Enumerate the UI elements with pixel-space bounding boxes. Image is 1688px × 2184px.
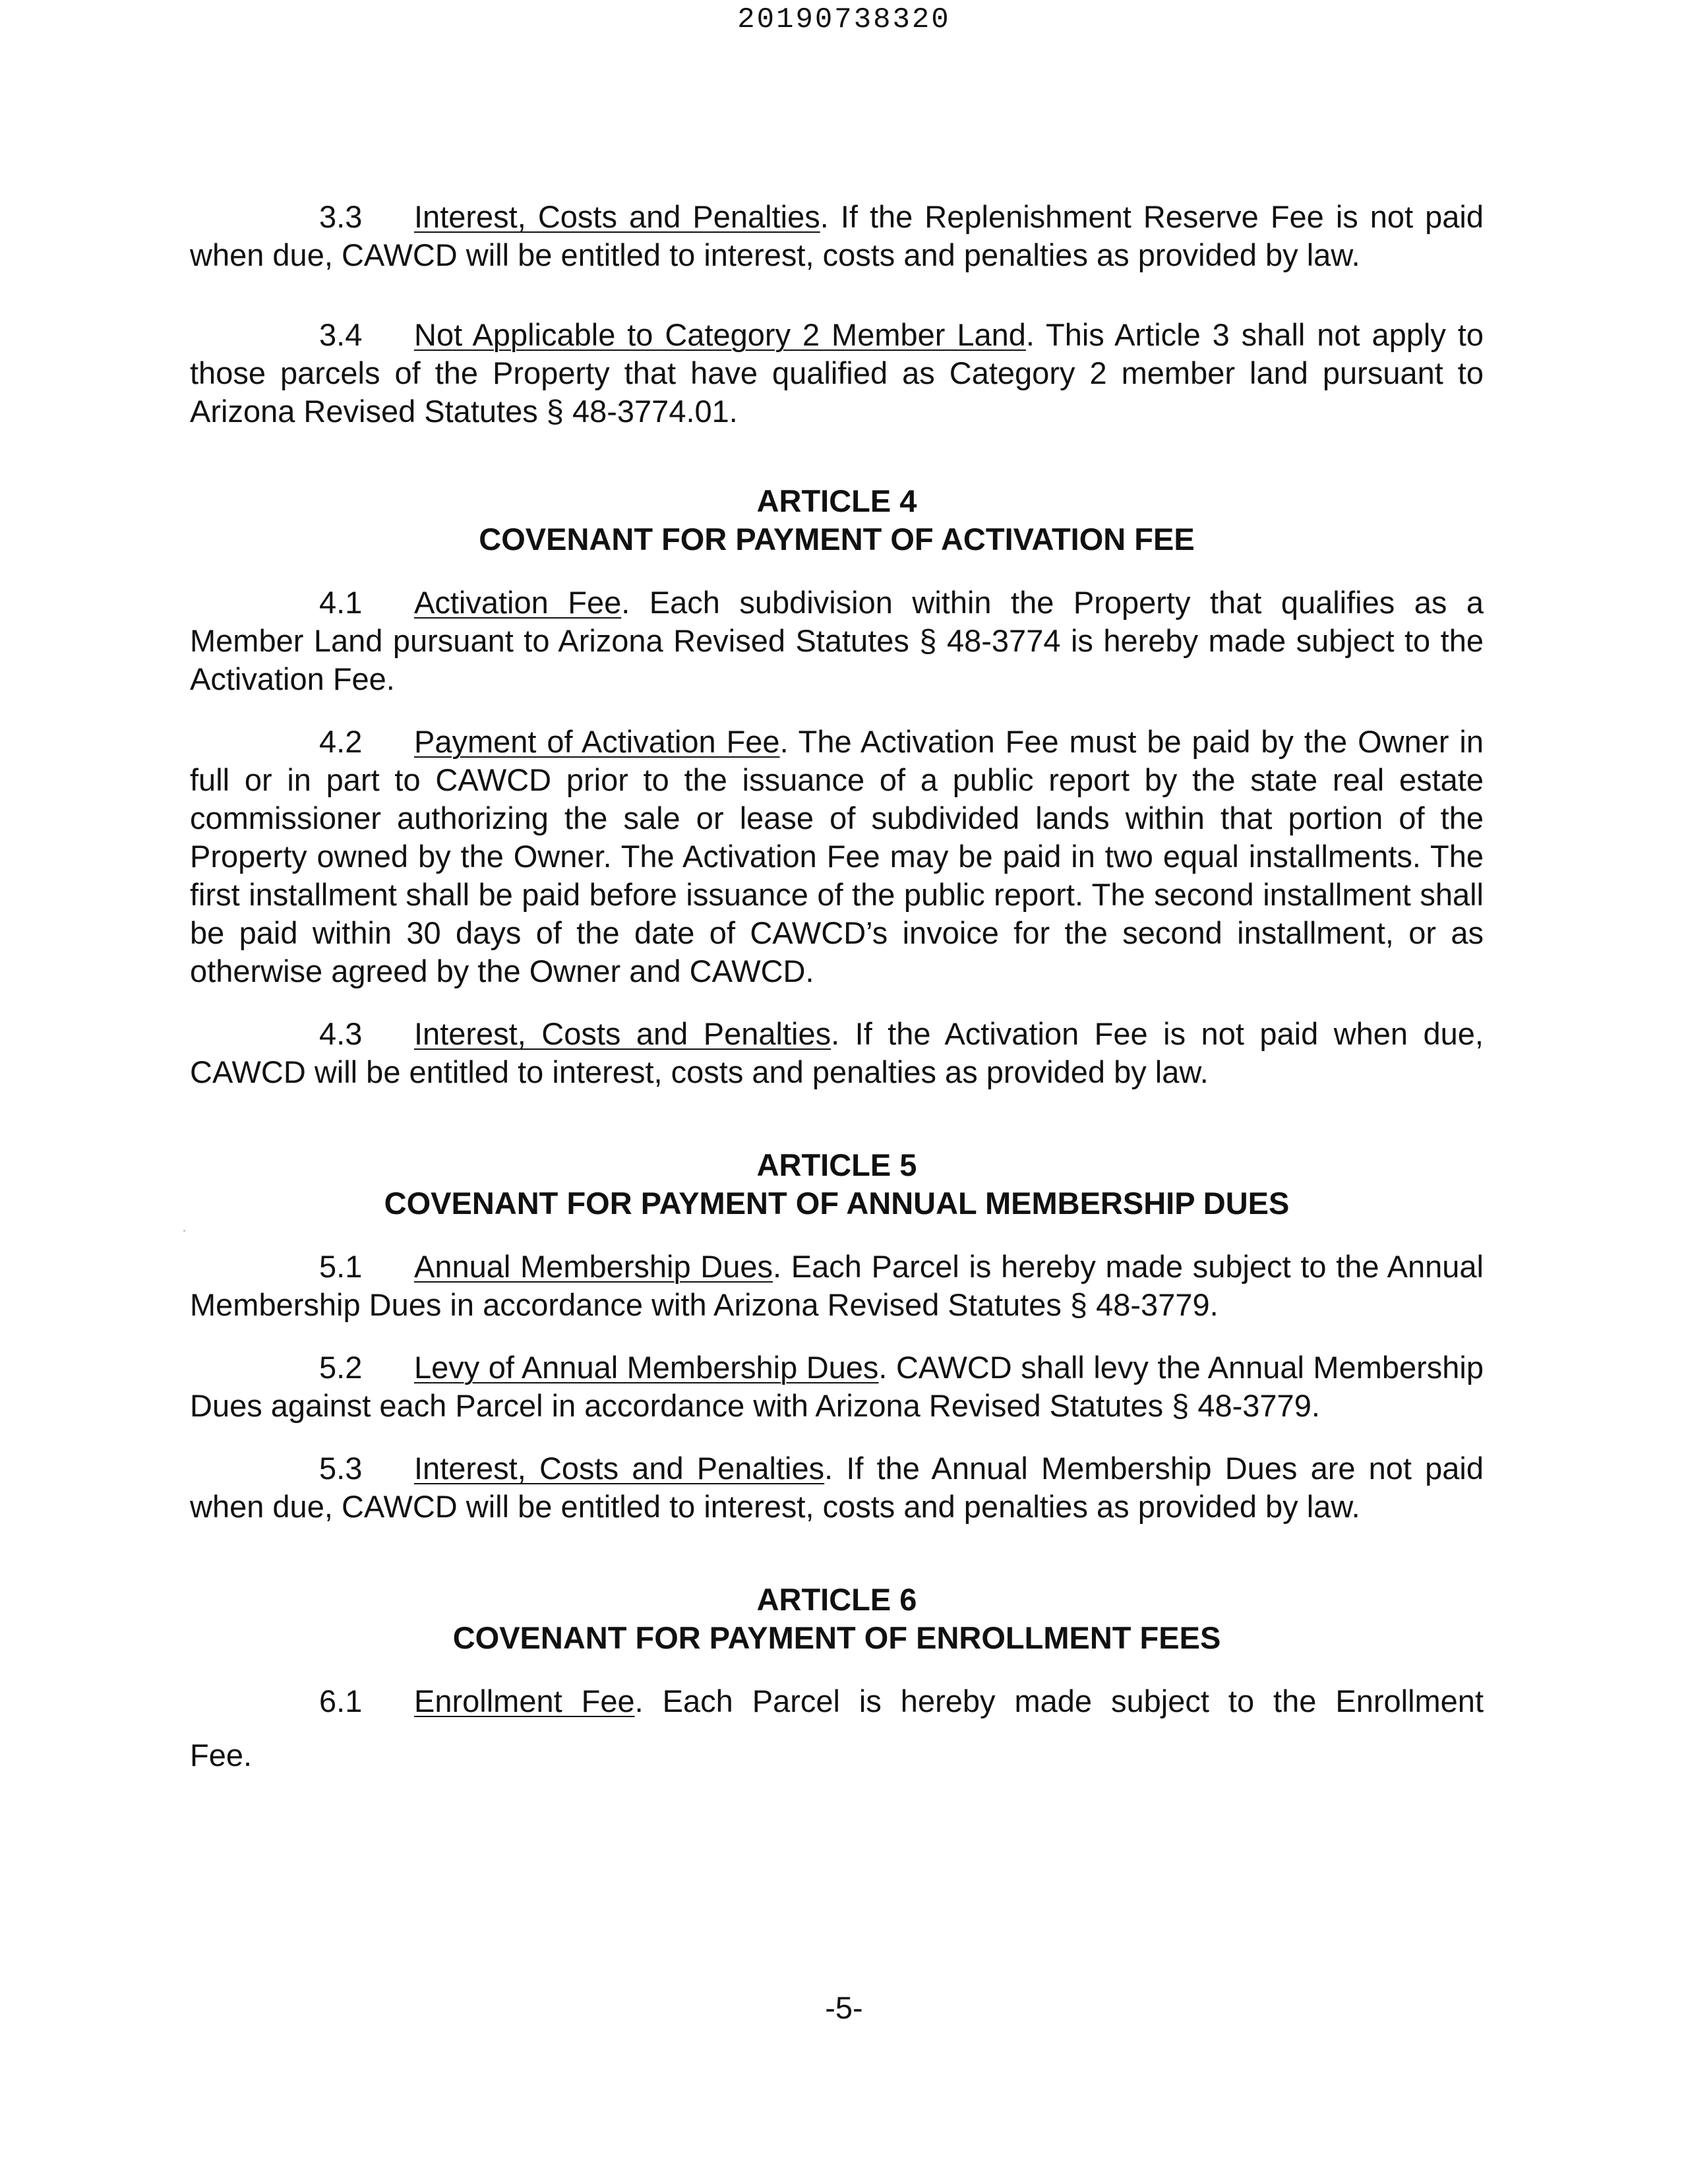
section-text: . CAWCD shall levy the Annual Membership Dues against each Parcel in accordance with Arizona Revised Statutes § 48-3779.: [190, 1350, 1484, 1423]
section-number: 5.2: [319, 1350, 363, 1385]
section-5-1: [190, 1248, 1484, 1324]
recording-number: 20190738320: [737, 3, 951, 36]
section-title: Annual Membership Dues: [414, 1249, 773, 1284]
section-text: . This Article 3 shall not apply to those parcels of the Property that have qualified as Category 2 member land pursuant to Arizona Revised Statutes § 48-3774.01.: [190, 317, 1484, 429]
article-4-heading: [190, 482, 1484, 559]
article-label: ARTICLE 5: [756, 1147, 917, 1182]
article-title: COVENANT FOR PAYMENT OF ANNUAL MEMBERSHIP DUES: [384, 1186, 1290, 1221]
section-6-1: [190, 1682, 1484, 1774]
section-title: Activation Fee: [414, 585, 622, 620]
section-title: Interest, Costs and Penalties: [414, 199, 820, 234]
section-text: . Each Parcel is hereby made subject to the Enrollment: [634, 1684, 1484, 1718]
section-number: 6.1: [319, 1684, 363, 1718]
section-4-1: [190, 584, 1484, 698]
section-text: . The Activation Fee must be paid by the Owner in full or in part to CAWCD prior to the issuance of a public report by the state real estate commissioner authorizing the sale or lease of subdivided lands within that portion of the Property owned by the Owner. The Activation Fee may be paid in two equal installments. The first installment shall be paid before issuance of the public report. The second installment shall be paid within 30 days of the date of CAWCD’s invoice for the second installment, or as otherwise agreed by the Owner and CAWCD.: [190, 724, 1484, 988]
article-6-heading: [190, 1581, 1484, 1657]
section-line-2: Fee.: [190, 1738, 253, 1773]
section-number: 4.3: [319, 1016, 363, 1051]
article-title: COVENANT FOR PAYMENT OF ACTIVATION FEE: [479, 522, 1195, 557]
section-number: 5.3: [319, 1451, 363, 1486]
section-5-3: [190, 1449, 1484, 1526]
section-title: Not Applicable to Category 2 Member Land: [414, 317, 1026, 352]
section-number: 5.1: [319, 1249, 363, 1284]
section-number: 3.4: [319, 317, 363, 352]
document-body: [190, 198, 1484, 1774]
article-title: COVENANT FOR PAYMENT OF ENROLLMENT FEES: [452, 1620, 1221, 1655]
article-5-heading: [190, 1146, 1484, 1223]
section-title: Interest, Costs and Penalties: [414, 1451, 825, 1486]
page-number: -5-: [825, 1990, 863, 2025]
section-text: . Each subdivision within the Property that qualifies as a Member Land pursuant to Arizona Revised Statutes § 48-3774 is hereby made subject to the Activation Fee.: [190, 585, 1484, 696]
scan-speck: [183, 1230, 185, 1232]
section-4-2: [190, 723, 1484, 990]
section-title: Payment of Activation Fee: [414, 724, 780, 759]
section-3-3: [190, 198, 1484, 274]
section-text: . Each Parcel is hereby made subject to the Annual Membership Dues in accordance with Arizona Revised Statutes § 48-3779.: [190, 1249, 1484, 1322]
section-text: . If the Replenishment Reserve Fee is not paid when due, CAWCD will be entitled to interest, costs and penalties as provided by law.: [190, 199, 1484, 272]
section-text: . If the Activation Fee is not paid when due, CAWCD will be entitled to interest, costs and penalties as provided by law.: [190, 1016, 1484, 1089]
section-title: Interest, Costs and Penalties: [414, 1016, 831, 1051]
section-title: Enrollment Fee: [414, 1684, 635, 1718]
section-4-3: [190, 1015, 1484, 1091]
section-5-2: [190, 1349, 1484, 1425]
section-line-1: [190, 1682, 1484, 1720]
section-3-4: [190, 316, 1484, 431]
article-label: ARTICLE 4: [756, 483, 917, 518]
section-number: 4.1: [319, 585, 363, 620]
section-number: 3.3: [319, 199, 363, 234]
article-label: ARTICLE 6: [756, 1582, 917, 1617]
section-title: Levy of Annual Membership Dues: [414, 1350, 879, 1385]
section-number: 4.2: [319, 724, 363, 759]
section-text: . If the Annual Membership Dues are not paid when due, CAWCD will be entitled to interest, costs and penalties as provided by law.: [190, 1451, 1484, 1524]
